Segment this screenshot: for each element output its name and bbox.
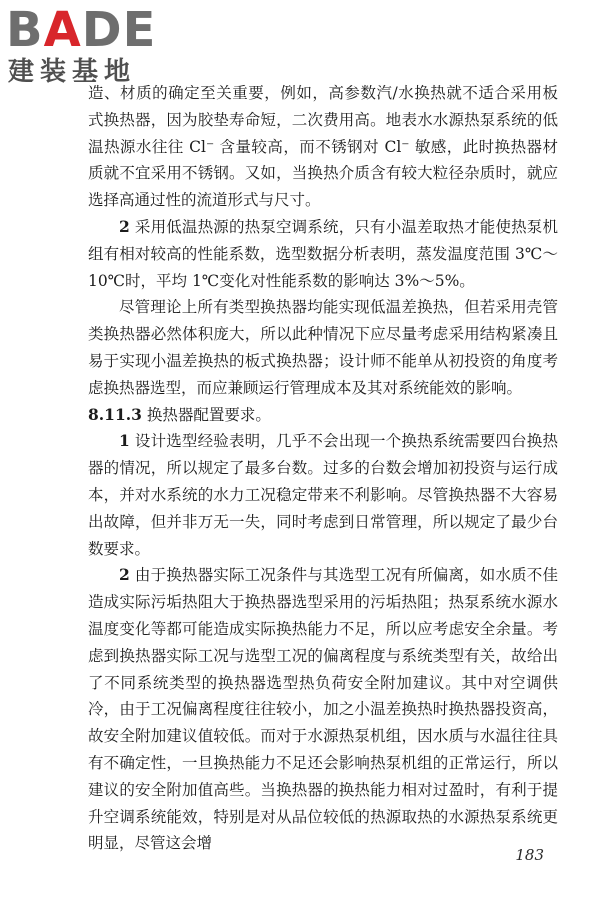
- logo-letter-b: B: [6, 2, 44, 58]
- paragraph-text: 造、材质的确定至关重要，例如，高参数汽/水换热就不适合采用板式换热器，因为胶垫寿命短，二次费用高。地表水水源热泵系统的低温热源水往往 Cl⁻ 含量较高，而不锈钢对 Cl⁻ 敏感，此时换热器材质就不宜采用不锈钢。又如，当换热介质含有较大粒径杂质时，就应选择高通过性的流道形式与尺寸。: [88, 84, 558, 210]
- section-title: 换热器配置要求。: [146, 405, 271, 424]
- logo-letters-de: DE: [81, 2, 157, 58]
- paragraph-text: 设计选型经验表明，几乎不会出现一个换热系统需要四台换热器的情况，所以规定了最多台数。过多的台数会增加初投资与运行成本，并对水系统的水力工况稳定带来不利影响。尽管换热器不大容易出故障，但并非万无一失，同时考虑到日常管理，所以规定了最少台数要求。: [88, 432, 558, 558]
- logo-wordmark: [6, 4, 156, 56]
- item-number: 2: [119, 216, 130, 236]
- paragraph-text: 采用低温热源的热泵空调系统，只有小温差取热才能使热泵机组有相对较高的性能系数，选型数据分析表明，蒸发温度范围 3℃～10℃时，平均 1℃变化对性能系数的影响达 3%～5%。: [88, 217, 558, 290]
- section-item-1: [88, 428, 558, 562]
- item-number: 1: [119, 431, 130, 451]
- section-number: 8.11.3: [88, 404, 142, 424]
- paragraph-continued: [88, 80, 558, 214]
- paragraph-text: 由于换热器实际工况条件与其选型工况有所偏离，如水质不佳造成实际污垢热阻大于换热器选型采用的污垢热阻；热泵系统水源水温度变化等都可能造成实际换热能力不足，所以应考虑安全余量。考虑到换热器实际工况与选型工况的偏离程度与系统类型有关，故给出了不同系统类型的换热器选型热负荷安全附加建议。其中对空调供冷，由于工况偏离程度往往较小，加之小温差换热时换热器投资高，故安全附加建议值较低。而对于水源热泵机组，因水质与水温往往具有不确定性，一旦换热能力不足还会影响热泵机组的正常运行，所以建议的安全附加值高些。当换热器的换热能力相对过盈时，有利于提升空调系统能效，特别是对从品位较低的热源取热的水源热泵系统更明显，尽管这会增: [88, 566, 558, 853]
- brand-logo: [6, 4, 176, 90]
- paragraph-item-2: [88, 214, 558, 294]
- page-body: [88, 80, 558, 857]
- page-number: 183: [515, 846, 544, 864]
- paragraph-text: 尽管理论上所有类型换热器均能实现低温差换热，但若采用壳管类换热器必然体积庞大，所以此种情况下应尽量考虑采用结构紧凑且易于实现小温差换热的板式换热器；设计师不能单从初投资的角度考虑换热器选型，而应兼顾运行管理成本及其对系统能效的影响。: [88, 298, 558, 397]
- paragraph-note: [88, 294, 558, 401]
- logo-letter-a: A: [43, 2, 82, 58]
- logo-subtitle: 建装基地: [8, 57, 137, 87]
- section-item-2: [88, 562, 558, 857]
- section-heading: [88, 402, 558, 429]
- item-number: 2: [119, 565, 130, 585]
